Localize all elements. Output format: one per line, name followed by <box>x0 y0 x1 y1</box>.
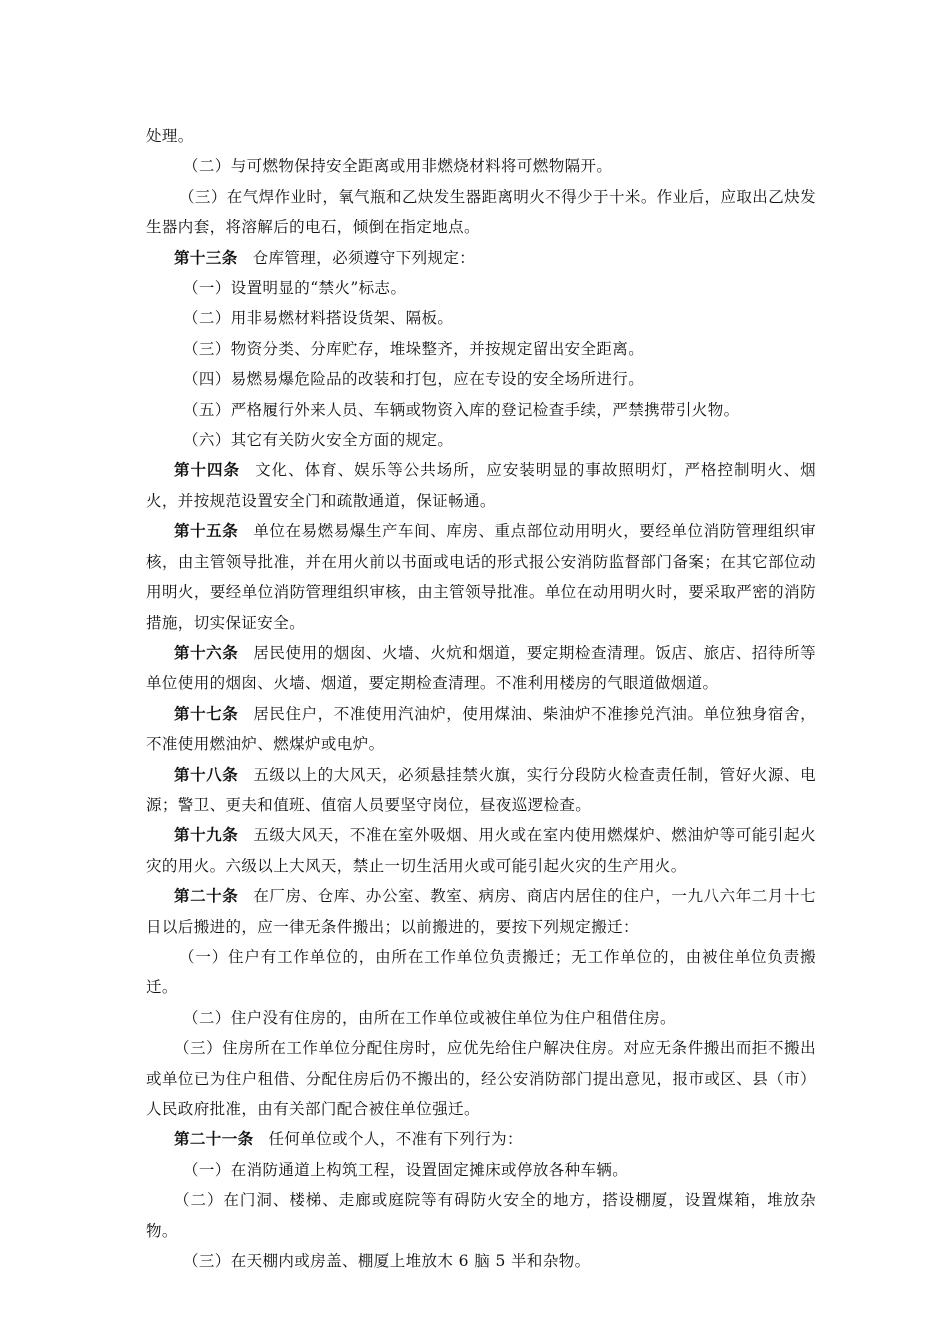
paragraph-7 <box>146 334 816 364</box>
paragraph-19-text: （二）住户没有住房的，由所在工作单位或被住单位为住户租借住房。 <box>183 1008 676 1027</box>
paragraph-3 <box>146 182 816 243</box>
article-15-label: 第十五条 <box>174 521 239 541</box>
article-16-label: 第十六条 <box>174 642 239 662</box>
article-13-text: 仓库管理，必须遵守下列规定： <box>252 248 476 267</box>
article-20-text: 在厂房、仓库、办公室、教室、病房、商店内居住的住户，一九八六年二月十七日以后搬进的，应一律无条件搬出；以前搬进的，要按下列规定搬迁： <box>146 887 816 936</box>
article-14 <box>146 455 816 516</box>
paragraph-1-text: 处理。 <box>146 127 194 145</box>
article-18-label: 第十八条 <box>174 764 239 784</box>
article-19 <box>146 820 816 881</box>
paragraph-23-text: （二）在门洞、楼梯、走廊或庭院等有碍防火安全的地方，搭设棚厦，设置煤箱，堆放杂物。 <box>146 1191 816 1240</box>
paragraph-2-text: （二）与可燃物保持安全距离或用非燃烧材料将可燃物隔开。 <box>183 157 613 176</box>
article-15 <box>146 516 816 638</box>
paragraph-20-text: （三）住房所在工作单位分配住房时，应优先给住户解决住房。对应无条件搬出而拒不搬出或单位已为住户租借、分配住房后仍不搬出的，经公安消防部门提出意见，报市或区、县（市）人民政府批准，由有关部门配合被住单位强迁。 <box>146 1039 816 1118</box>
article-14-text: 文化、体育、娱乐等公共场所，应安装明显的事故照明灯，严格控制明火、烟火，并按规范设置安全门和疏散通道，保证畅通。 <box>146 461 816 510</box>
article-19-text: 五级大风天，不准在室外吸烟、用火或在室内使用燃煤炉、燃油炉等可能引起火灾的用火。六级以上大风天，禁止一切生活用火或可能引起火灾的生产用火。 <box>146 826 816 875</box>
article-21-label: 第二十一条 <box>174 1129 254 1149</box>
paragraph-18 <box>146 942 816 1003</box>
paragraph-7-text: （三）物资分类、分库贮存，堆垛整齐，并按规定留出安全距离。 <box>183 339 645 358</box>
paragraph-9-text: （五）严格履行外来人员、车辆或物资入库的登记检查手续，严禁携带引火物。 <box>183 400 740 419</box>
paragraph-24 <box>146 1246 816 1276</box>
paragraph-2 <box>146 151 816 181</box>
paragraph-6-text: （二）用非易燃材料搭设货架、隔板。 <box>183 309 454 328</box>
paragraph-5-text: （一）设置明显的“禁火”标志。 <box>183 279 407 298</box>
paragraph-22 <box>146 1155 816 1185</box>
article-16-text: 居民使用的烟囱、火墙、火炕和烟道，要定期检查清理。饭店、旅店、招待所等单位使用的烟囱、火墙、烟道，要定期检查清理。不准利用楼房的气眼道做烟道。 <box>146 643 816 693</box>
article-18-text: 五级以上的大风天，必须悬挂禁火旗，实行分段防火检查责任制，管好火源、电源；警卫、更夫和值班、值宿人员要坚守岗位，昼夜巡逻检查。 <box>146 765 816 814</box>
article-15-text: 单位在易燃易爆生产车间、库房、重点部位动用明火，要经单位消防管理组织审核，由主管领导批准，并在用火前以书面或电话的形式报公安消防监督部门备案；在其它部位动用明火，要经单位消防管理组织审核，由主管领导批准。单位在动用明火时，要采取严密的消防措施，切实保证安全。 <box>146 522 816 632</box>
paragraph-18-text: （一）住户有工作单位的，由所在工作单位负责搬迁；无工作单位的，由被住单位负责搬迁。 <box>146 947 816 997</box>
article-21-text: 任何单位或个人，不准有下列行为： <box>268 1130 523 1149</box>
paragraph-10-text: （六）其它有关防火安全方面的规定。 <box>183 431 454 450</box>
paragraph-1 <box>146 121 816 151</box>
paragraph-5 <box>146 273 816 303</box>
paragraph-22-text: （一）在消防通道上构筑工程，设置固定摊床或停放各种车辆。 <box>183 1160 629 1179</box>
article-19-label: 第十九条 <box>174 825 239 845</box>
paragraph-10 <box>146 425 816 455</box>
article-14-label: 第十四条 <box>174 460 241 480</box>
article-17-label: 第十七条 <box>174 703 239 723</box>
paragraph-19 <box>146 1003 816 1033</box>
paragraph-3-text: （三）在气焊作业时，氧气瓶和乙炔发生器距离明火不得少于十米。作业后，应取出乙炔发生器内套，将溶解后的电石，倾倒在指定地点。 <box>146 187 816 237</box>
article-18 <box>146 760 816 821</box>
article-20-label: 第二十条 <box>174 886 239 906</box>
article-17 <box>146 699 816 760</box>
article-17-text: 居民住户，不准使用汽油炉，使用煤油、柴油炉不准掺兑汽油。单位独身宿舍，不准使用燃油炉、燃煤炉或电炉。 <box>146 704 816 754</box>
paragraph-8-text: （四）易燃易爆危险品的改装和打包，应在专设的安全场所进行。 <box>183 370 645 389</box>
paragraph-23 <box>146 1185 816 1246</box>
paragraph-24-text: （三）在天棚内或房盖、棚厦上堆放木 6 脑 5 半和杂物。 <box>183 1252 591 1271</box>
paragraph-9 <box>146 395 816 425</box>
article-13 <box>146 243 816 273</box>
article-20 <box>146 881 816 942</box>
paragraph-6 <box>146 303 816 333</box>
article-16 <box>146 638 816 699</box>
paragraph-20 <box>146 1033 816 1124</box>
article-13-label: 第十三条 <box>174 247 238 267</box>
article-21 <box>146 1124 816 1154</box>
paragraph-8 <box>146 364 816 394</box>
